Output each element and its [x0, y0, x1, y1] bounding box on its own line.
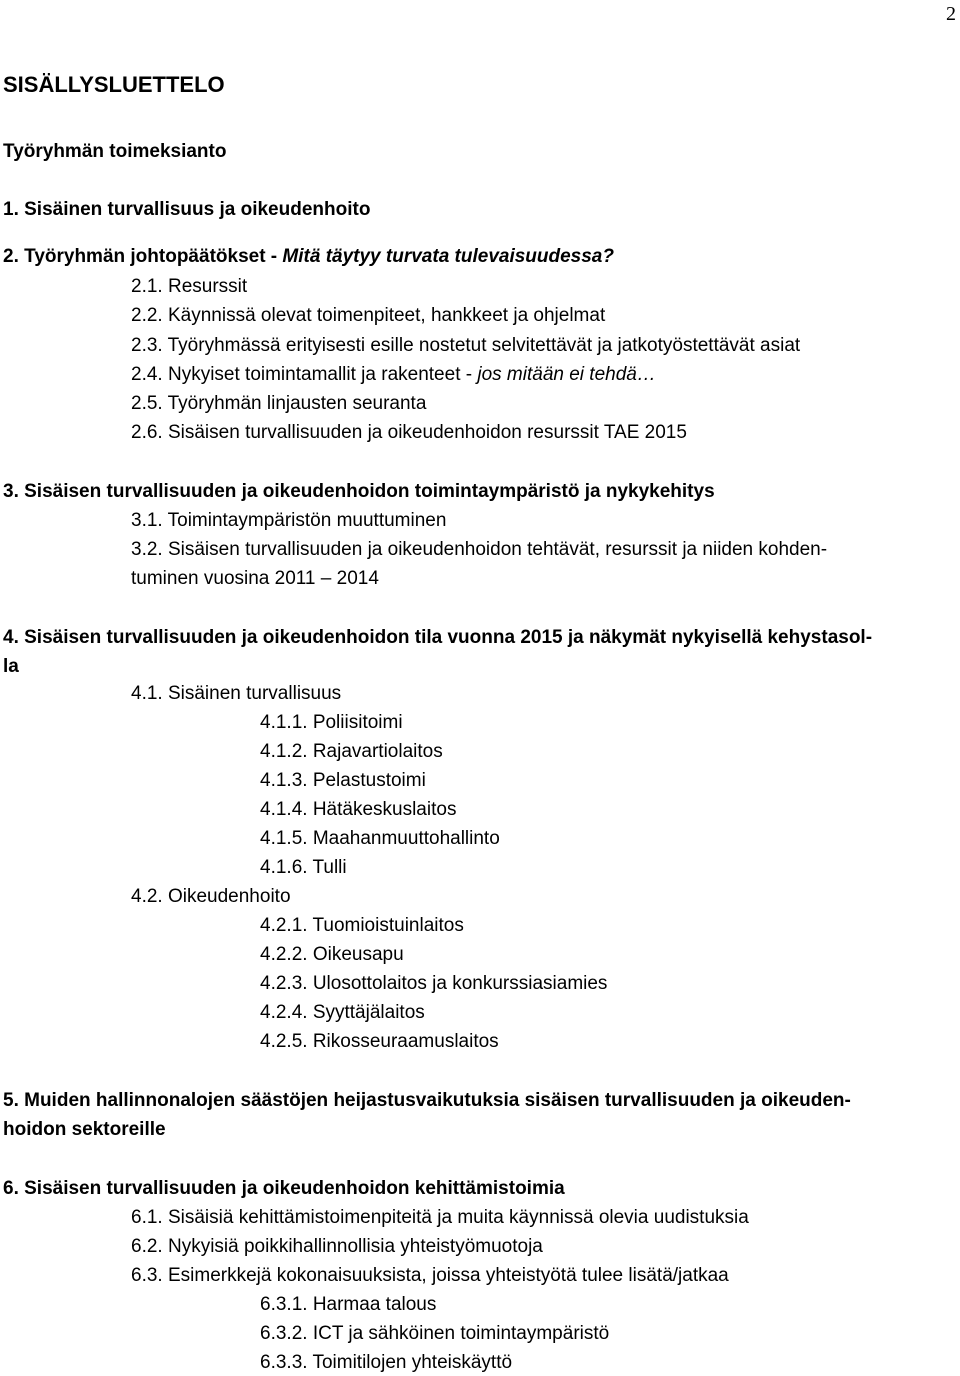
toc-item-3-1[interactable]: 3.1. Toimintaympäristön muuttuminen [131, 510, 447, 531]
toc-item-4-1-4[interactable]: 4.1.4. Hätäkeskuslaitos [260, 799, 457, 820]
toc-item-4-2-3[interactable]: 4.2.3. Ulosottolaitos ja konkurssiasiamies [260, 973, 608, 994]
toc-section-4-line1[interactable]: 4. Sisäisen turvallisuuden ja oikeudenhoidon tila vuonna 2015 ja näkymät nykyisellä kehystasol- [3, 627, 873, 648]
toc-section-6[interactable]: 6. Sisäisen turvallisuuden ja oikeudenhoidon kehittämistoimia [3, 1178, 565, 1199]
toc-item-4-1[interactable]: 4.1. Sisäinen turvallisuus [131, 683, 342, 704]
toc-section-2-prefix: 2. Työryhmän johtopäätökset - [3, 246, 283, 267]
toc-section-2[interactable] [3, 244, 614, 270]
toc-item-2-4[interactable] [131, 362, 656, 388]
toc-item-6-3-1[interactable]: 6.3.1. Harmaa talous [260, 1294, 437, 1315]
toc-section-3[interactable]: 3. Sisäisen turvallisuuden ja oikeudenhoidon toimintaympäristö ja nykykehitys [3, 481, 715, 502]
toc-item-2-4-italic: jos mitään ei tehdä… [477, 364, 656, 385]
toc-item-2-6[interactable]: 2.6. Sisäisen turvallisuuden ja oikeudenhoidon resurssit TAE 2015 [131, 422, 687, 443]
toc-item-6-3-2[interactable]: 6.3.2. ICT ja sähköinen toimintaympäristö [260, 1323, 610, 1344]
toc-item-4-2-1[interactable]: 4.2.1. Tuomioistuinlaitos [260, 915, 464, 936]
toc-item-2-3[interactable]: 2.3. Työryhmässä erityisesti esille nostetut selvitettävät ja jatkotyöstettävät asiat [131, 335, 801, 356]
toc-item-4-1-6[interactable]: 4.1.6. Tulli [260, 857, 347, 878]
page-number: 2 [946, 3, 956, 25]
toc-section-5-line2[interactable]: hoidon sektoreille [3, 1119, 166, 1140]
toc-item-3-2-line1[interactable]: 3.2. Sisäisen turvallisuuden ja oikeudenhoidon tehtävät, resurssit ja niiden kohden- [131, 539, 828, 560]
toc-item-4-1-5[interactable]: 4.1.5. Maahanmuuttohallinto [260, 828, 500, 849]
toc-item-4-1-2[interactable]: 4.1.2. Rajavartiolaitos [260, 741, 443, 762]
toc-mandate[interactable]: Työryhmän toimeksianto [3, 141, 227, 162]
toc-item-6-1[interactable]: 6.1. Sisäisiä kehittämistoimenpiteitä ja muita käynnissä olevia uudistuksia [131, 1207, 749, 1228]
toc-item-3-2-line2[interactable]: tuminen vuosina 2011 – 2014 [131, 568, 379, 589]
toc-section-2-italic: Mitä täytyy turvata tulevaisuudessa? [282, 246, 614, 267]
toc-item-2-2[interactable]: 2.2. Käynnissä olevat toimenpiteet, hankkeet ja ohjelmat [131, 305, 606, 326]
toc-section-4-line2[interactable]: la [3, 656, 19, 677]
toc-item-4-1-1[interactable]: 4.1.1. Poliisitoimi [260, 712, 403, 733]
toc-item-2-1[interactable]: 2.1. Resurssit [131, 276, 248, 297]
toc-item-4-1-3[interactable]: 4.1.3. Pelastustoimi [260, 770, 426, 791]
toc-section-5-line1[interactable]: 5. Muiden hallinnonalojen säästöjen heijastusvaikutuksia sisäisen turvallisuuden ja oikeuden- [3, 1090, 851, 1111]
toc-item-6-3-3[interactable]: 6.3.3. Toimitilojen yhteiskäyttö [260, 1352, 513, 1373]
toc-item-4-2-4[interactable]: 4.2.4. Syyttäjälaitos [260, 1002, 425, 1023]
toc-item-6-3[interactable]: 6.3. Esimerkkejä kokonaisuuksista, joissa yhteistyötä tulee lisätä/jatkaa [131, 1265, 729, 1286]
page-title: SISÄLLYSLUETTELO [3, 72, 225, 97]
toc-item-2-5[interactable]: 2.5. Työryhmän linjausten seuranta [131, 393, 427, 414]
toc-item-2-4-label: 2.4. Nykyiset toimintamallit ja rakenteet - [131, 364, 478, 385]
toc-item-6-2[interactable]: 6.2. Nykyisiä poikkihallinnollisia yhteistyömuotoja [131, 1236, 543, 1257]
toc-item-4-2[interactable]: 4.2. Oikeudenhoito [131, 886, 291, 907]
toc-item-4-2-5[interactable]: 4.2.5. Rikosseuraamuslaitos [260, 1031, 499, 1052]
toc-item-4-2-2[interactable]: 4.2.2. Oikeusapu [260, 944, 404, 965]
toc-section-1[interactable]: 1. Sisäinen turvallisuus ja oikeudenhoito [3, 199, 371, 220]
